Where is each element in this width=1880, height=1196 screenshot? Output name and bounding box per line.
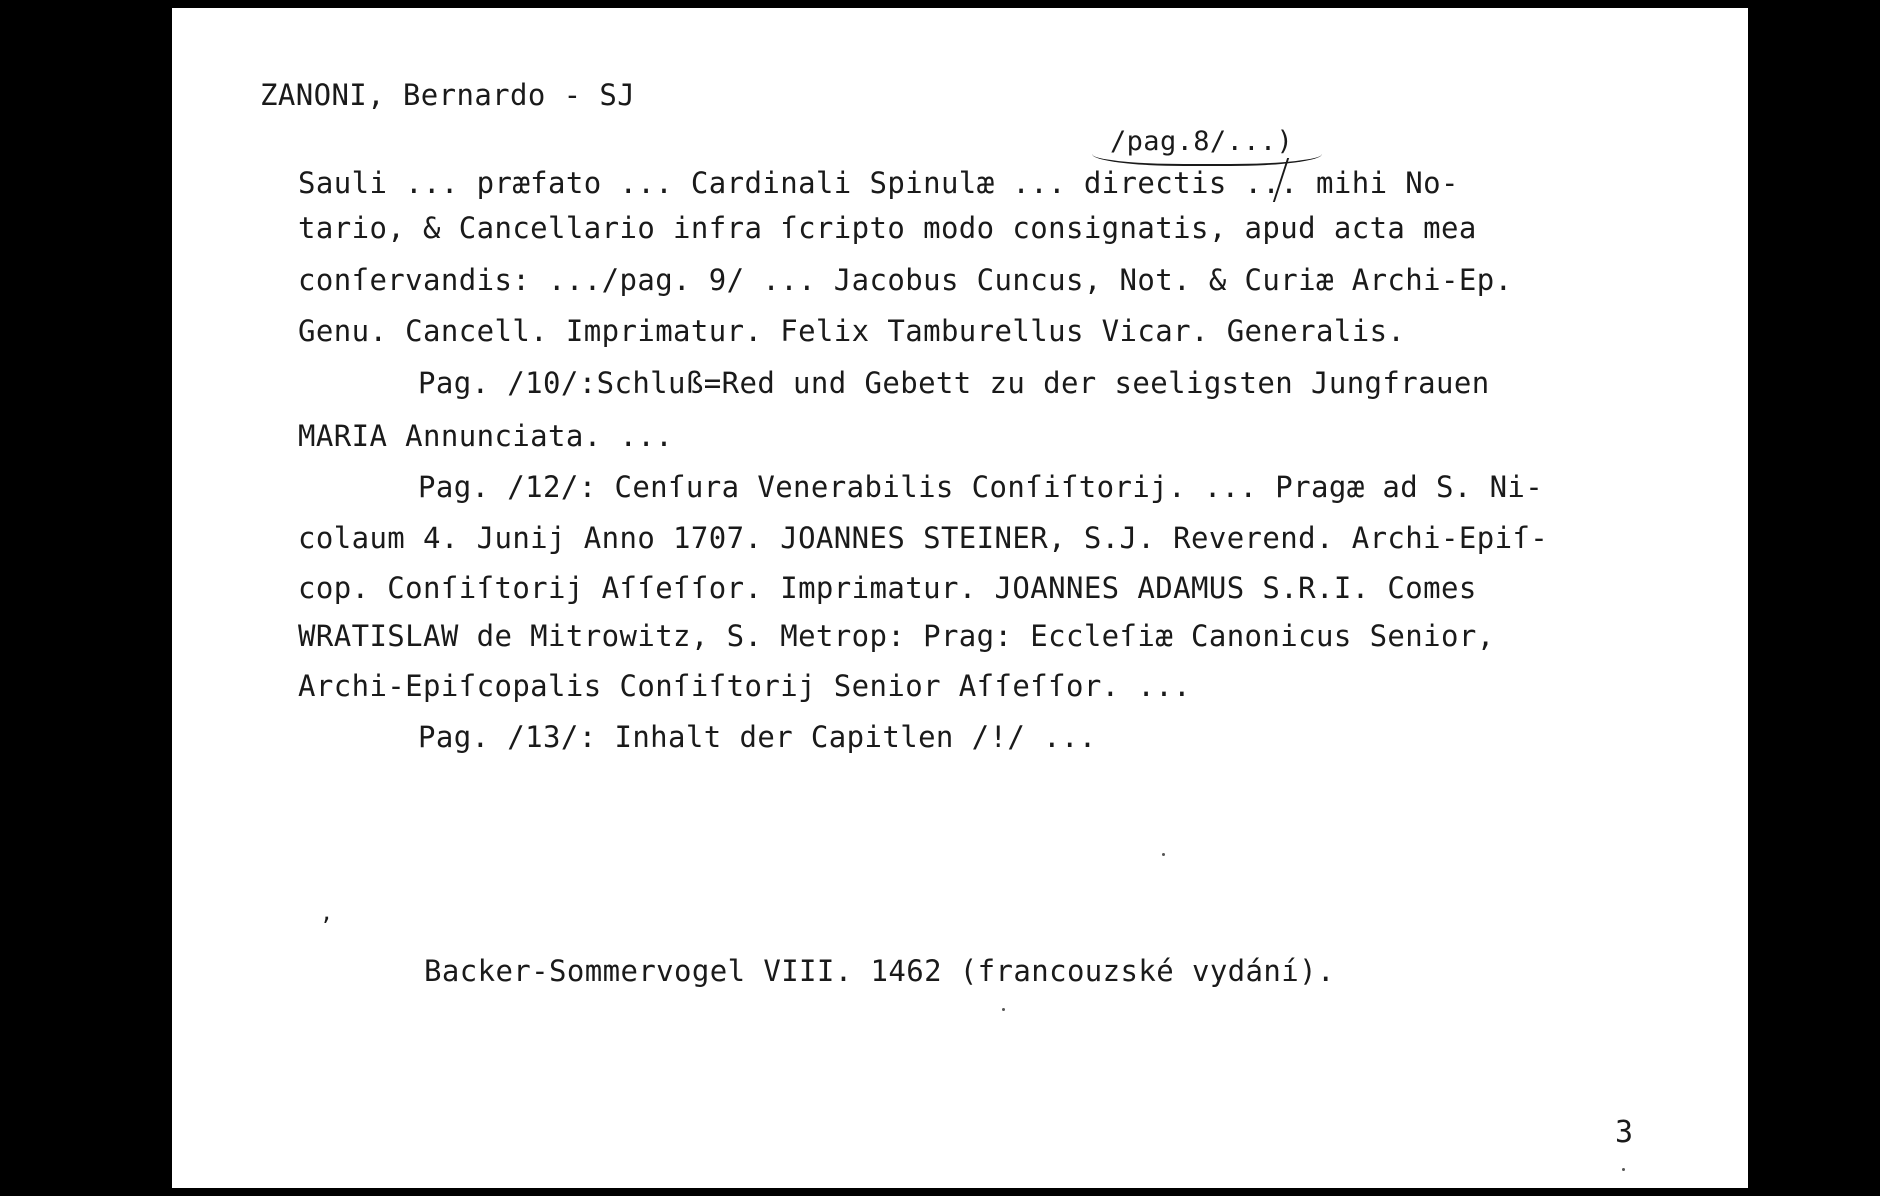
card-heading: ZANONI, Bernardo - SJ — [260, 78, 636, 112]
text-line-9: cop. Conſiſtorij Aſſeſſor. Imprimatur. JOANNES ADAMUS S.R.I. Comes — [298, 571, 1477, 605]
stray-mark: , — [320, 901, 334, 926]
page-number: 3 — [1615, 1115, 1634, 1150]
text-line-4: Genu. Cancell. Imprimatur. Felix Tamburellus Vicar. Generalis. — [298, 314, 1406, 348]
footer-reference: Backer-Sommervogel VIII. 1462 (francouzské vydání). — [424, 954, 1335, 988]
text-line-11: Archi-Epiſcopalis Conſiſtorij Senior Aſſeſſor. ... — [298, 669, 1191, 703]
text-line-10: WRATISLAW de Mitrowitz, S. Metrop: Prag: Eccleſiæ Canonicus Senior, — [298, 619, 1495, 653]
text-line-6: MARIA Annunciata. ... — [298, 419, 674, 453]
speck — [1162, 853, 1165, 856]
text-line-7: Pag. /12/: Cenſura Venerabilis Conſiſtorij. ... Pragæ ad S. Ni- — [418, 470, 1544, 504]
text-line-1: Sauli ... præfato ... Cardinali Spinulæ ... directis ... mihi No- — [298, 166, 1459, 200]
speck — [1622, 1168, 1625, 1171]
text-line-2: tario, & Cancellario infra ſcripto modo consignatis, apud acta mea — [298, 211, 1477, 245]
text-line-5: Pag. /10/:Schluß=Red und Gebett zu der seeligsten Jungfrauen — [418, 366, 1490, 400]
insertion-note: /pag.8/...) — [1110, 126, 1294, 157]
text-line-3: conſervandis: .../pag. 9/ ... Jacobus Cuncus, Not. & Curiæ Archi-Ep. — [298, 263, 1513, 297]
catalog-card — [172, 8, 1748, 1188]
text-line-8: colaum 4. Junij Anno 1707. JOANNES STEINER, S.J. Reverend. Archi-Epiſ- — [298, 521, 1549, 555]
speck — [1002, 1008, 1005, 1011]
text-line-12: Pag. /13/: Inhalt der Capitlen /!/ ... — [418, 720, 1097, 754]
